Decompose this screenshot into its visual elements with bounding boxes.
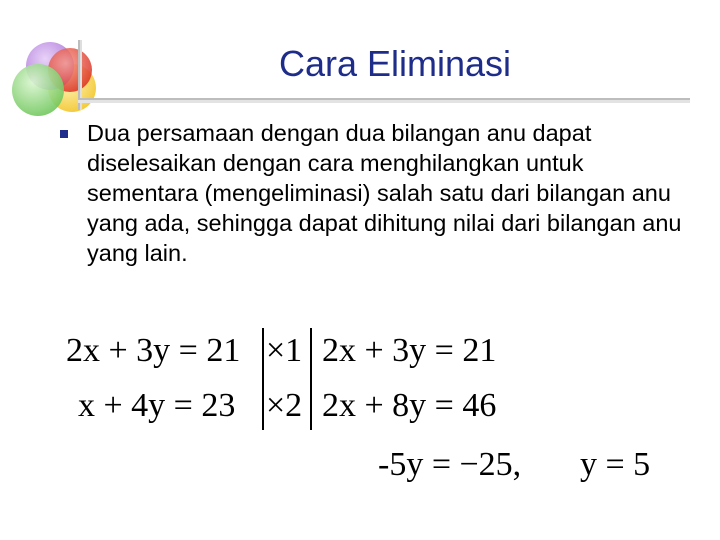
equation-solution: y = 5	[580, 446, 651, 483]
multiplier-2: ×2	[266, 387, 303, 424]
equation-1-original: 2x + 3y = 21	[66, 332, 241, 369]
square-bullet-icon	[60, 130, 68, 138]
equation-divider-right	[310, 328, 312, 430]
equation-1-scaled: 2x + 3y = 21	[322, 332, 497, 369]
equation-2-scaled: 2x + 8y = 46	[322, 387, 497, 424]
equation-difference: -5y = −25,	[378, 446, 522, 483]
equation-2-original: x + 4y = 23	[78, 387, 236, 424]
multiplier-1: ×1	[266, 332, 303, 369]
bullet-text: Dua persamaan dengan dua bilangan anu dapat diselesaikan dengan cara menghilangkan untuk sementara (mengeliminasi) salah satu dari bilangan anu yang ada, sehingga dapat dihitung nilai dari bilangan anu yang lain.	[87, 120, 682, 266]
equation-divider-left	[262, 328, 264, 430]
overlapping-circles-logo	[0, 0, 110, 125]
slide-title: Cara Eliminasi	[278, 43, 512, 84]
title-horizontal-rule	[78, 98, 690, 103]
